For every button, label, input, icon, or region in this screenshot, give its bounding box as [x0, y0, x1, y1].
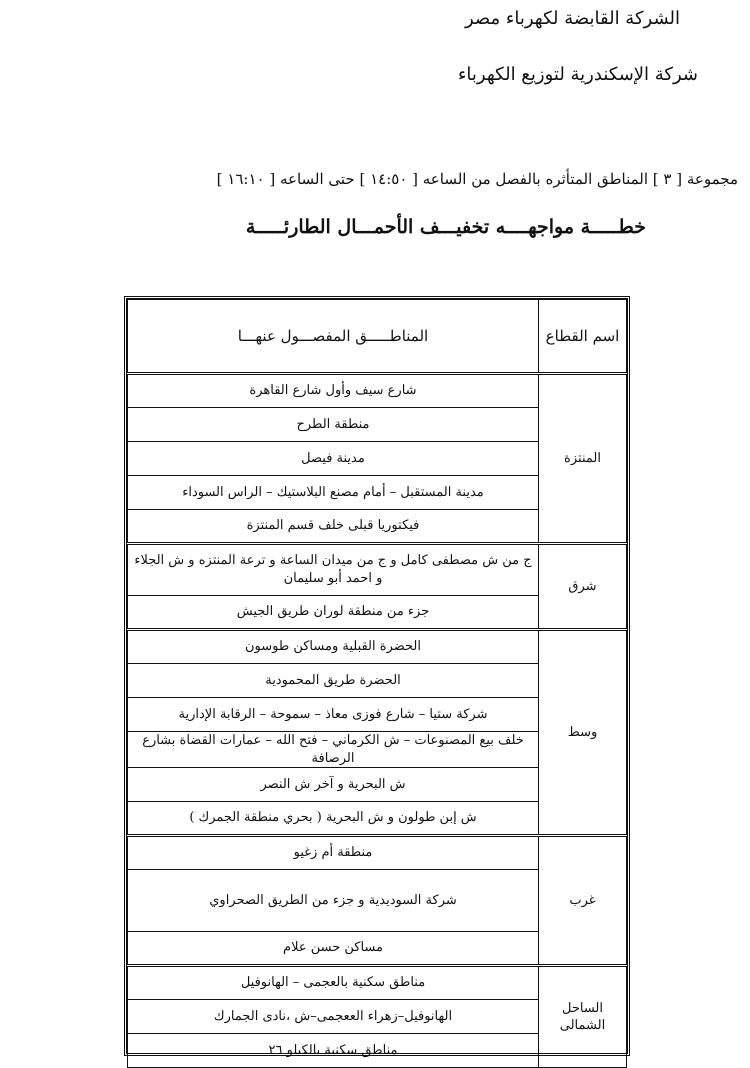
area-cell: فيكتوريا قبلى خلف قسم المنتزة — [128, 510, 539, 544]
table-row — [128, 374, 627, 408]
sector-cell: الساحل الشمالى — [539, 966, 627, 1068]
area-cell: ش إبن طولون و ش البحرية ( بحري منطقة الجمرك ) — [128, 802, 539, 836]
area-cell: جزء من منطقة لوران طريق الجيش — [128, 596, 539, 630]
plan-title: خطـــــة مواجهــــه تخفيـــف الأحمـــال الطارئـــــة — [245, 216, 646, 238]
area-cell: الحضرة القبلية ومساكن طوسون — [128, 630, 539, 664]
sector-cell: المنتزة — [539, 374, 627, 544]
load-shedding-table — [127, 299, 627, 1068]
area-cell: شركة ستيا – شارع فوزى معاذ – سموحة – الرقابة الإدارية — [128, 698, 539, 732]
area-cell: مناطق سكنية بالكيلو ٢٦ — [128, 1034, 539, 1068]
sector-cell: غرب — [539, 836, 627, 966]
area-cell: شارع سيف وأول شارع القاهرة — [128, 374, 539, 408]
area-cell: ج من ش مصطفى كامل و ج من ميدان الساعة و ترعة المنتزه و ش الجلاء و احمد أبو سليمان — [128, 544, 539, 596]
area-cell: شركة السوديدية و جزء من الطريق الصحراوي — [128, 870, 539, 932]
area-cell: منطقة أم زغيو — [128, 836, 539, 870]
table-row — [128, 544, 627, 596]
sector-cell: شرق — [539, 544, 627, 630]
table-header-row — [128, 300, 627, 374]
load-shedding-table-frame — [124, 296, 630, 1056]
area-cell: منطقة الطرح — [128, 408, 539, 442]
sector-cell: وسط — [539, 630, 627, 836]
area-cell: مناطق سكنية بالعجمى – الهانوفيل — [128, 966, 539, 1000]
alex-company-name: شركة الإسكندرية لتوزيع الكهرباء — [457, 64, 698, 85]
area-cell: مدينة المستقبل – أمام مصنع البلاستيك – الراس السوداء — [128, 476, 539, 510]
area-cell: ش البحرية و آخر ش النصر — [128, 768, 539, 802]
table-row — [128, 630, 627, 664]
table-row — [128, 966, 627, 1000]
area-cell: الحضرة طريق المحمودية — [128, 664, 539, 698]
group-schedule-line: مجموعة [ ٣ ] المناطق المتأثره بالفصل من الساعه [ ١٤:٥٠ ] حتى الساعه [ ١٦:١٠ ] — [216, 170, 738, 188]
holding-company-name: الشركة القابضة لكهرباء مصر — [465, 8, 680, 29]
area-cell: مساكن حسن علام — [128, 932, 539, 966]
table-row — [128, 836, 627, 870]
area-cell: مدينة فيصل — [128, 442, 539, 476]
area-cell: خلف بيع المصنوعات – ش الكرماني – فتح الله – عمارات القضاة بشارع الرصافة — [128, 732, 539, 768]
column-header-areas: المناطـــــق المفصـــول عنهـــا — [128, 300, 539, 374]
column-header-sector: اسم القطاع — [539, 300, 627, 374]
area-cell: الهانوفيل–زهراء الععجمى–ش ،نادى الجمارك — [128, 1000, 539, 1034]
